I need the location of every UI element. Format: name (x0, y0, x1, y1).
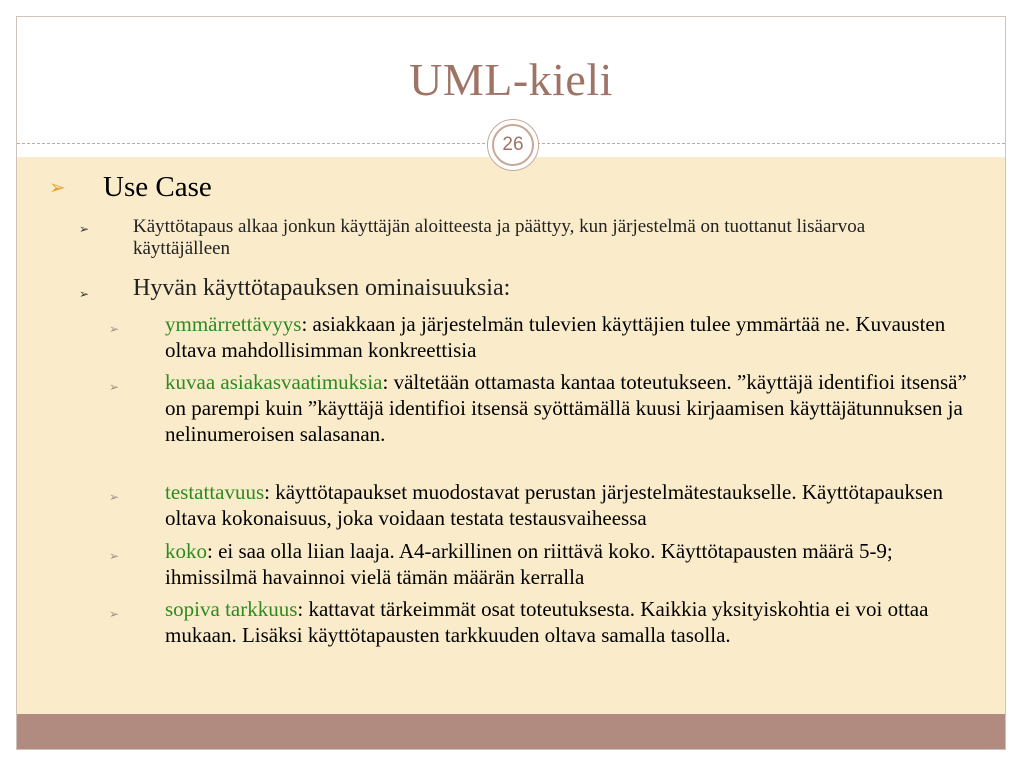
footer-bar (17, 714, 1005, 749)
property-keyword: koko (165, 539, 207, 563)
sub-bullet-1-text: Käyttötapaus alkaa jonkun käyttäjän aloitteesta ja päättyy, kun järjestelmä on tuottanut lisäarvoa käyttäjälleen (133, 216, 866, 259)
property-text: : vältetään ottamasta kantaa toteutukseen. ”käyttäjä identifioi itsensä” on parempi kuin ”käyttäjä identifioi itsensä syöttämällä kuusi kirjaamisen käyttäjätunnuksen ja nelinumeroisen salasanan. (165, 370, 967, 446)
property-item (109, 479, 981, 531)
arrow-bullet-icon: ➢ (109, 380, 120, 394)
sub-bullet-1 (79, 216, 965, 260)
arrow-bullet-icon: ➢ (79, 222, 90, 236)
property-item (109, 369, 981, 447)
arrow-bullet-icon: ➢ (109, 607, 120, 621)
property-text: : ei saa olla liian laaja. A4-arkillinen on riittävä koko. Käyttötapausten määrä 5-9; ihmissilmä havainnoi vielä tämän määrän kerralla (165, 539, 893, 589)
property-keyword: testattavuus (165, 480, 265, 504)
property-text: : asiakkaan ja järjestelmän tulevien käyttäjien tulee ymmärtää ne. Kuvausten oltava mahdollisimman konkreettisia (165, 312, 946, 362)
page-number-badge (487, 119, 539, 171)
sub-bullet-2 (79, 275, 965, 301)
property-item (109, 311, 981, 363)
page-number: 26 (492, 124, 534, 166)
property-item (109, 596, 981, 648)
arrow-bullet-icon: ➢ (49, 175, 66, 199)
sub-bullet-2-text: Hyvän käyttötapauksen ominaisuuksia: (133, 275, 511, 301)
property-keyword: kuvaa asiakasvaatimuksia (165, 370, 383, 394)
slide-title: UML-kieli (409, 54, 613, 105)
property-text: : kattavat tärkeimmät osat toteutuksesta. Kaikkia yksityiskohtia ei voi ottaa mukaan. Lisäksi käyttötapausten tarkkuuden oltava samalla tasolla. (165, 597, 929, 647)
property-item (109, 538, 981, 590)
property-keyword: ymmärrettävyys (165, 312, 302, 336)
arrow-bullet-icon: ➢ (109, 490, 120, 504)
arrow-bullet-icon: ➢ (109, 322, 120, 336)
heading-bullet (49, 171, 212, 204)
property-keyword: sopiva tarkkuus (165, 597, 298, 621)
property-text: : käyttötapaukset muodostavat perustan järjestelmätestaukselle. Käyttötapauksen oltava kokonaisuus, joka voidaan testata testausvaiheessa (165, 480, 943, 530)
arrow-bullet-icon: ➢ (79, 287, 90, 301)
arrow-bullet-icon: ➢ (109, 549, 120, 563)
heading-text: Use Case (103, 171, 212, 203)
slide (16, 16, 1006, 750)
